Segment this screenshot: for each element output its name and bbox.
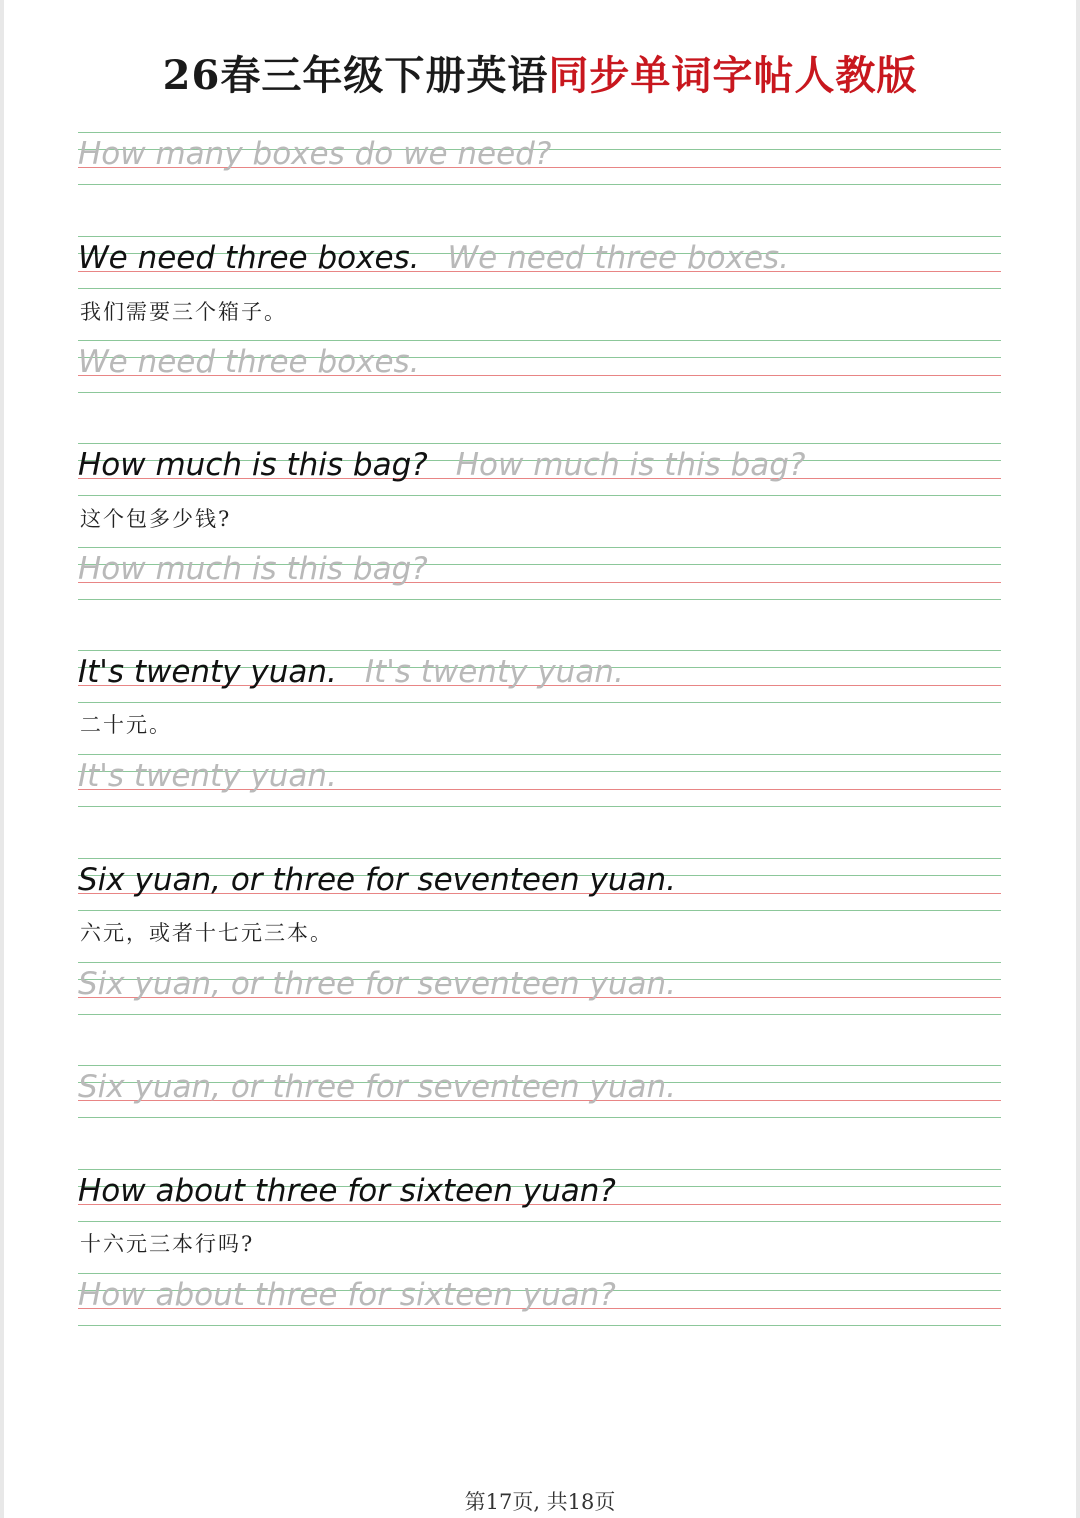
trace-sentence: We need three boxes.: [447, 240, 790, 276]
writing-band: [78, 650, 1001, 702]
writing-band: [78, 962, 1001, 1014]
writing-band: [78, 547, 1001, 599]
title-copybook-part: 同步单词字帖人教版: [548, 52, 918, 99]
trace-sentence: Six yuan, or three for seventeen yuan.: [78, 966, 677, 1002]
title-grade-part: 26春三年级下册英语: [162, 52, 549, 99]
trace-sentence: It's twenty yuan.: [364, 654, 624, 690]
model-sentence: Six yuan, or three for seventeen yuan.: [78, 862, 677, 898]
trace-sentence: It's twenty yuan.: [78, 758, 337, 794]
trace-sentence: How much is this bag?: [455, 447, 806, 483]
writing-band: [78, 1065, 1001, 1117]
trace-sentence: How about three for sixteen yuan?: [78, 1277, 616, 1313]
writing-band: [78, 1169, 1001, 1221]
trace-sentence: How much is this bag?: [78, 551, 428, 587]
writing-band: [78, 754, 1001, 806]
chinese-translation: 二十元。: [80, 713, 172, 737]
page-edge-right: [1076, 0, 1080, 1518]
page-edge-left: [0, 0, 4, 1518]
trace-sentence: We need three boxes.: [78, 344, 420, 380]
chinese-translation: 十六元三本行吗?: [80, 1232, 255, 1256]
writing-band: [78, 340, 1001, 392]
model-sentence: We need three boxes.: [78, 240, 420, 276]
trace-sentence: How many boxes do we need?: [78, 136, 552, 172]
chinese-translation: 这个包多少钱?: [80, 507, 232, 531]
chinese-translation: 六元，或者十七元三本。: [80, 921, 333, 945]
model-sentence: How about three for sixteen yuan?: [78, 1173, 616, 1209]
writing-band: [78, 1273, 1001, 1325]
page-title: [0, 44, 1080, 101]
chinese-translation: 我们需要三个箱子。: [80, 300, 287, 324]
writing-band: [78, 132, 1001, 184]
model-sentence: How much is this bag?: [78, 447, 428, 483]
trace-sentence: Six yuan, or three for seventeen yuan.: [78, 1069, 677, 1105]
page-number: 第17页, 共18页: [464, 1490, 616, 1514]
writing-band: [78, 443, 1001, 495]
writing-band: [78, 858, 1001, 910]
writing-band: [78, 236, 1001, 288]
model-sentence: It's twenty yuan.: [78, 654, 337, 690]
